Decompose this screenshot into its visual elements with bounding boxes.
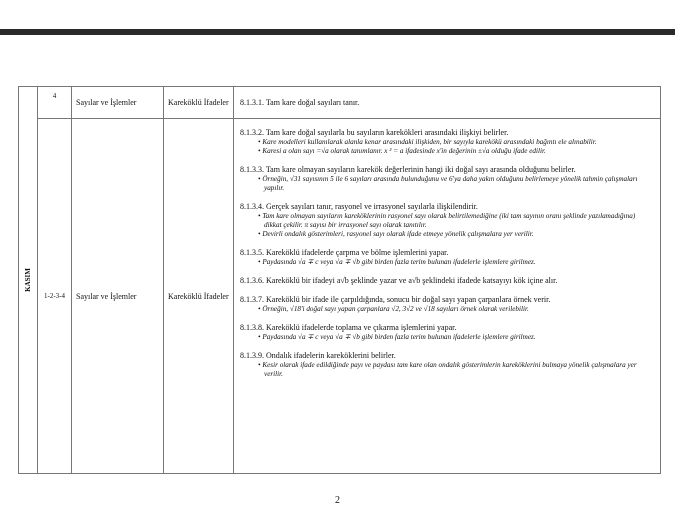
table-row bbox=[19, 87, 661, 119]
unit-cell: Sayılar ve İşlemler bbox=[72, 87, 164, 119]
objective-item bbox=[240, 202, 654, 239]
week-cell: 4 bbox=[38, 87, 72, 119]
objective-item bbox=[240, 295, 654, 314]
week-cell: 1-2-3-4 bbox=[38, 119, 72, 474]
objective-title: 8.1.3.5. Kareköklü ifadelerde çarpma ve bölme işlemlerini yapar. bbox=[240, 248, 449, 257]
objective-note: • Paydasında √a ∓ c veya √a ∓ √b gibi birden fazla terim bulunan ifadelerle işlemlere girilmez. bbox=[240, 333, 654, 342]
objective-title: 8.1.3.6. Kareköklü bir ifadeyi a√b şeklinde yazar ve a√b şeklindeki ifadede katsayıyı kök içine alır. bbox=[240, 276, 558, 285]
objective-note: • Kare modelleri kullanılarak alanla kenar arasındaki ilişkiden, bir sayıyla karekökü arasındaki bağıntı ele alınabilir. bbox=[240, 138, 654, 147]
objective-note: • Karesi a olan sayı =√a olarak tanımlanır. x ² = a ifadesinde x'in değerinin ±√a olduğu ifade edilir. bbox=[240, 147, 654, 156]
objective-note: • Kesir olarak ifade edildiğinde payı ve paydası tam kare olan ondalık gösterimlerin kareköklerini bulmaya yönelik çalışmalara yer verilir. bbox=[240, 361, 654, 379]
objective-cell: 8.1.3.1. Tam kare doğal sayıları tanır. bbox=[234, 87, 661, 119]
curriculum-table bbox=[18, 86, 661, 474]
unit-cell: Sayılar ve İşlemler bbox=[72, 119, 164, 474]
objective-title: 8.1.3.2. Tam kare doğal sayılarla bu sayıların karekökleri arasındaki ilişkiyi belirler. bbox=[240, 128, 509, 137]
month-label: KASIM bbox=[24, 268, 32, 292]
table-row bbox=[19, 119, 661, 474]
objective-item bbox=[240, 165, 654, 193]
month-cell bbox=[19, 87, 38, 474]
objective-note: • Tam kare olmayan sayıların kareköklerinin rasyonel sayı olarak belirtilemediğine (iki tam sayının oranı şeklinde yazılamadığına) dikkat çekilir. π sayısı bir irrasyonel sayı olarak tanıtılır. bbox=[240, 212, 654, 230]
objective-note: • Örneğin, √31 sayısının 5 ile 6 sayıları arasında bulunduğunu ve 6'ya daha yakın olduğunu belirlemeye yönelik tahmin çalışmaları yapılır. bbox=[240, 175, 654, 193]
objective-item bbox=[240, 323, 654, 342]
objective-title: 8.1.3.3. Tam kare olmayan sayıların karekök değerlerinin hangi iki doğal sayı arasında olduğunu belirler. bbox=[240, 165, 576, 174]
objective-item bbox=[240, 248, 654, 267]
objective-title: 8.1.3.8. Kareköklü ifadelerde toplama ve çıkarma işlemlerini yapar. bbox=[240, 323, 457, 332]
topic-cell: Kareköklü İfadeler bbox=[164, 119, 234, 474]
topic-cell: Kareköklü İfadeler bbox=[164, 87, 234, 119]
objective-item bbox=[240, 276, 654, 286]
objective-title: 8.1.3.9. Ondalık ifadelerin kareköklerini belirler. bbox=[240, 351, 396, 360]
objective-title: 8.1.3.4. Gerçek sayıları tanır, rasyonel ve irrasyonel sayılarla ilişkilendirir. bbox=[240, 202, 478, 211]
objectives-cell bbox=[234, 119, 661, 474]
objective-note: • Örneğin, √18'i doğal sayı yapan çarpanlara √2, 3√2 ve √18 sayıları örnek olarak verilebilir. bbox=[240, 305, 654, 314]
objective-item bbox=[240, 351, 654, 379]
objective-note: • Paydasında √a ∓ c veya √a ∓ √b gibi birden fazla terim bulunan ifadelerle işlemlere girilmez. bbox=[240, 258, 654, 267]
objective-title: 8.1.3.7. Kareköklü bir ifade ile çarpıldığında, sonucu bir doğal sayı yapan çarpanlara örnek verir. bbox=[240, 295, 551, 304]
objectives-list bbox=[240, 128, 654, 379]
page-number: 2 bbox=[335, 495, 340, 506]
top-bar bbox=[0, 29, 675, 35]
objective-note: • Devirli ondalık gösterimleri, rasyonel sayı olarak ifade etmeye yönelik çalışmalara yer verilir. bbox=[240, 230, 654, 239]
objective-item bbox=[240, 128, 654, 156]
